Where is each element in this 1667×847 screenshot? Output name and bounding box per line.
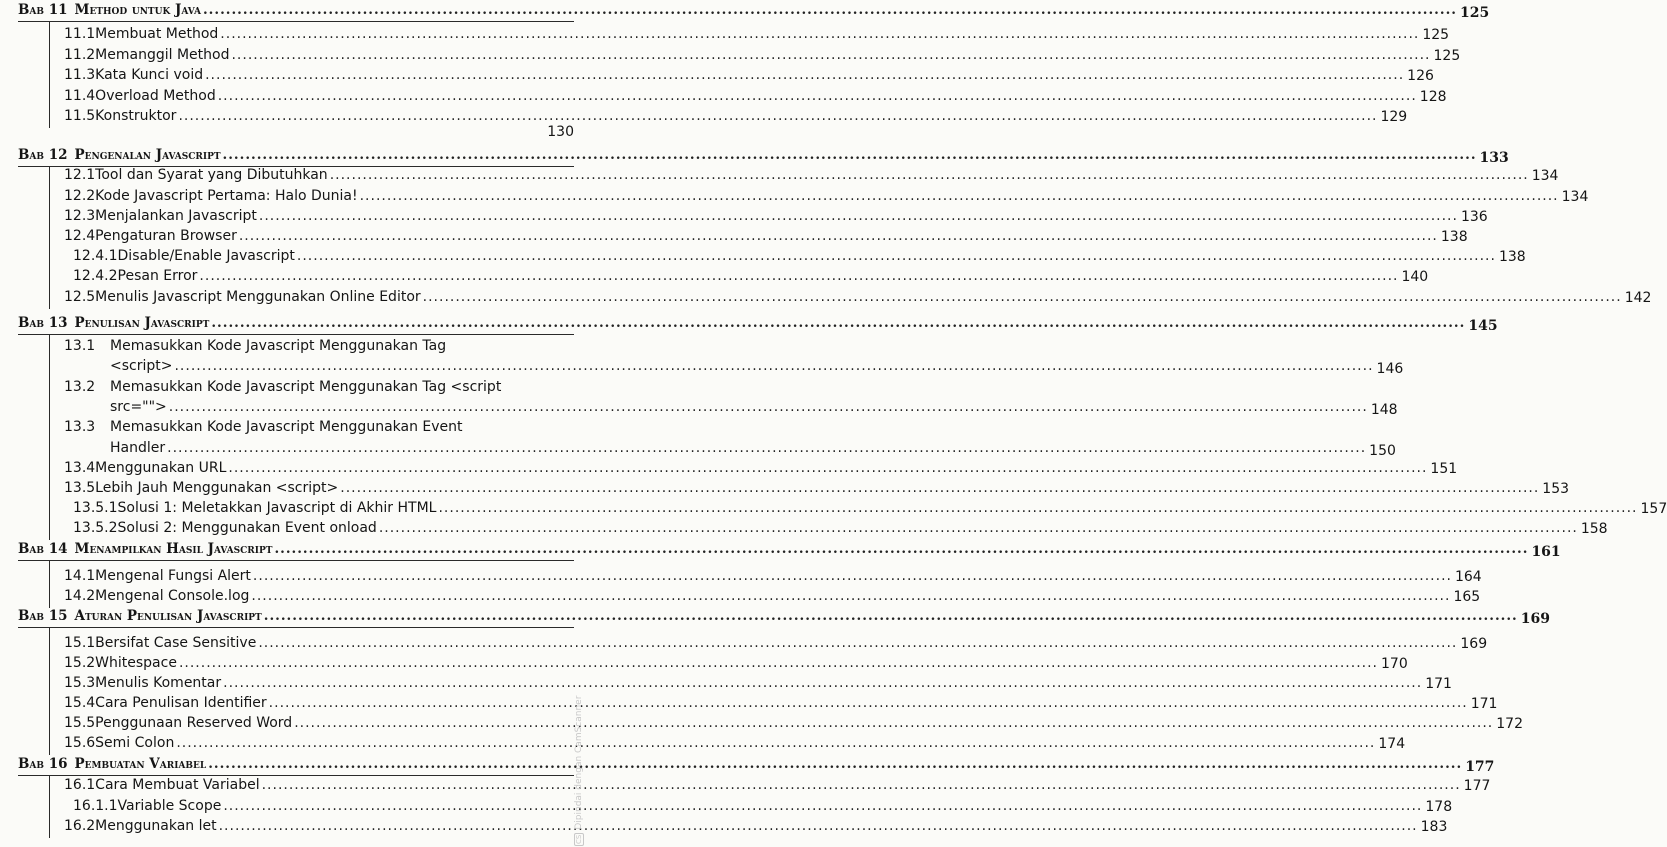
entry-title: Lebih Jauh Menggunakan <script>	[95, 480, 339, 496]
entry-number: 13.5	[64, 480, 96, 496]
dot-leader: ............................................................................................................................................................................................................................	[178, 108, 1378, 124]
chapter-rule	[18, 775, 574, 776]
page-number: 138	[1498, 249, 1526, 265]
page-number: 142	[1624, 290, 1652, 306]
entry-number: 15.5	[64, 715, 96, 731]
chapter-label: Bab 13	[18, 315, 68, 331]
entry-title: Pesan Error	[117, 268, 198, 284]
toc-entry[interactable]	[64, 419, 664, 435]
toc-entry[interactable]	[64, 568, 1482, 585]
entry-title: Memanggil Method	[95, 47, 230, 63]
chapter-title: Menampilkan Hasil Javascript	[74, 541, 273, 557]
camscanner-logo-icon: CS	[575, 834, 583, 844]
chapter-heading[interactable]	[18, 541, 1561, 560]
toc-entry[interactable]	[73, 798, 1453, 815]
entry-title: Memasukkan Kode Javascript Menggunakan Event	[110, 419, 463, 435]
page-number: 169	[1460, 636, 1488, 652]
page-number: 172	[1496, 716, 1523, 732]
dot-leader: ............................................................................................................................................................................................................................	[218, 818, 1418, 834]
entry-title: Menulis Javascript Menggunakan Online Editor	[95, 289, 421, 305]
dot-leader: ............................................................................................................................................................................................................................	[263, 608, 1518, 624]
toc-entry[interactable]	[64, 67, 1434, 84]
toc-entry[interactable]	[64, 777, 1491, 794]
page-number: 133	[1479, 150, 1509, 166]
chapter-rule	[18, 627, 574, 628]
dot-leader: ............................................................................................................................................................................................................................	[329, 167, 1529, 183]
toc-entry[interactable]	[64, 735, 1406, 752]
chapter-title: Aturan Penulisan Javascript	[74, 608, 262, 624]
toc-entry[interactable]	[64, 108, 1408, 125]
dot-leader: ............................................................................................................................................................................................................................	[258, 208, 1458, 224]
chapter-heading[interactable]	[18, 756, 1495, 775]
entry-number: 14.1	[64, 568, 96, 584]
page-number: 148	[1370, 402, 1398, 418]
section-rule	[49, 22, 50, 128]
dot-leader: ............................................................................................................................................................................................................................	[211, 315, 1466, 331]
dot-leader: ............................................................................................................................................................................................................................	[178, 655, 1378, 671]
entry-number: 13.5.2	[73, 520, 118, 536]
section-rule	[49, 561, 50, 608]
toc-entry[interactable]	[64, 635, 1488, 652]
camscanner-watermark	[574, 696, 584, 846]
dot-leader: ............................................................................................................................................................................................................................	[168, 399, 1368, 415]
toc-entry[interactable]	[64, 26, 1450, 43]
entry-title: Overload Method	[95, 88, 216, 104]
chapter-rule	[18, 334, 574, 335]
page-number: 151	[1430, 461, 1458, 477]
entry-number: 12.1	[64, 167, 96, 183]
toc-entry[interactable]	[64, 167, 1559, 184]
page-number: 150	[1369, 443, 1396, 459]
dot-leader: ............................................................................................................................................................................................................................	[252, 568, 1452, 584]
chapter-label: Bab 14	[18, 541, 68, 557]
page-number: 153	[1542, 481, 1570, 497]
toc-entry[interactable]	[64, 228, 1468, 245]
entry-title: Kode Javascript Pertama: Halo Dunia!	[95, 188, 358, 204]
dot-leader: ............................................................................................................................................................................................................................	[294, 715, 1494, 731]
dot-leader: ............................................................................................................................................................................................................................	[167, 440, 1367, 456]
chapter-label: Bab 15	[18, 608, 68, 624]
toc-entry[interactable]	[64, 818, 1448, 835]
toc-entry[interactable]	[64, 588, 1481, 605]
page-number: 145	[1468, 318, 1498, 334]
dot-leader: ............................................................................................................................................................................................................................	[174, 358, 1374, 374]
entry-title: Menulis Komentar	[95, 675, 222, 691]
entry-number: 15.4	[64, 695, 96, 711]
entry-title: Tool dan Syarat yang Dibutuhkan	[95, 167, 328, 183]
entry-number: 16.1.1	[73, 798, 118, 814]
dot-leader: ............................................................................................................................................................................................................................	[220, 26, 1420, 42]
toc-entry[interactable]	[64, 675, 1452, 692]
dot-leader: ............................................................................................................................................................................................................................	[258, 635, 1458, 651]
watermark-text: Dipindai dengan CamScanner	[574, 695, 584, 830]
section-rule	[49, 167, 50, 309]
toc-entry[interactable]	[64, 379, 664, 395]
entry-title: Memasukkan Kode Javascript Menggunakan Tag	[110, 338, 447, 354]
chapter-title: Pengenalan Javascript	[74, 147, 221, 163]
dot-leader: ............................................................................................................................................................................................................................	[238, 228, 1438, 244]
entry-title: Disable/Enable Javascript	[117, 248, 295, 264]
dot-leader: ............................................................................................................................................................................................................................	[231, 47, 1431, 63]
chapter-rule	[18, 21, 574, 22]
dot-leader: ............................................................................................................................................................................................................................	[268, 695, 1468, 711]
page-number: 161	[1531, 544, 1561, 560]
dot-leader: ............................................................................................................................................................................................................................	[359, 188, 1559, 204]
page-number: 128	[1419, 89, 1447, 105]
page-number: 165	[1453, 589, 1481, 605]
entry-title: Semi Colon	[95, 735, 175, 751]
entry-title: Mengenal Console.log	[95, 588, 250, 604]
entry-number: 16.2	[64, 818, 96, 834]
page-number: 183	[1420, 819, 1448, 835]
entry-number: 12.4	[64, 228, 96, 244]
entry-title: Kata Kunci void	[95, 67, 204, 83]
entry-title: Mengenal Fungsi Alert	[95, 568, 251, 584]
chapter-heading[interactable]	[18, 315, 1498, 334]
toc-entry[interactable]	[64, 289, 1652, 306]
page-number: 171	[1425, 676, 1452, 692]
entry-number: 13.2	[64, 379, 96, 395]
dot-leader: ............................................................................................................................................................................................................................	[296, 248, 1496, 264]
chapter-title: Pembuatan Variabel	[74, 756, 207, 772]
entry-title: Memasukkan Kode Javascript Menggunakan Tag <script	[110, 379, 502, 395]
page-number: 171	[1470, 696, 1498, 712]
dot-leader: ............................................................................................................................................................................................................................	[438, 500, 1638, 516]
entry-number: 14.2	[64, 588, 96, 604]
entry-number: 15.3	[64, 675, 96, 691]
dot-leader: ............................................................................................................................................................................................................................	[251, 588, 1451, 604]
entry-number: 13.5.1	[73, 500, 118, 516]
chapter-label: Bab 16	[18, 756, 68, 772]
page-number: 138	[1440, 229, 1468, 245]
dot-leader: ............................................................................................................................................................................................................................	[223, 675, 1423, 691]
entry-title: Cara Penulisan Identifier	[95, 695, 267, 711]
entry-number: 13.3	[64, 419, 96, 435]
entry-title: Solusi 1: Meletakkan Javascript di Akhir HTML	[117, 500, 437, 516]
dot-leader: ............................................................................................................................................................................................................................	[222, 147, 1477, 163]
toc-entry[interactable]	[64, 715, 1523, 732]
toc-entry[interactable]	[73, 500, 1667, 517]
entry-number: 13.1	[64, 338, 96, 354]
page-number: 125	[1459, 5, 1490, 21]
entry-title: Variable Scope	[117, 798, 222, 814]
entry-number: 11.1	[64, 26, 96, 42]
entry-number: 11.4	[64, 88, 96, 104]
page-number: 134	[1531, 168, 1559, 184]
page-number: 136	[1460, 209, 1488, 225]
entry-number: 12.4.1	[73, 248, 118, 264]
chapter-rule	[18, 560, 574, 561]
dot-leader: ............................................................................................................................................................................................................................	[208, 756, 1463, 772]
toc-entry[interactable]	[64, 695, 1498, 712]
entry-title: Solusi 2: Menggunakan Event onload	[117, 520, 377, 536]
entry-title: Menggunakan let	[95, 818, 217, 834]
toc-entry[interactable]	[64, 480, 1570, 497]
dot-leader: ............................................................................................................................................................................................................................	[217, 88, 1417, 104]
toc-entry[interactable]	[64, 47, 1461, 64]
page-number: 146	[1376, 361, 1404, 377]
entry-number: 16.1	[64, 777, 96, 793]
toc-entry[interactable]	[110, 358, 1404, 377]
chapter-heading[interactable]	[18, 608, 1550, 627]
toc-entry[interactable]	[64, 88, 1447, 105]
dot-leader: ............................................................................................................................................................................................................................	[202, 2, 1457, 18]
dot-leader: ............................................................................................................................................................................................................................	[223, 798, 1423, 814]
dot-leader: ............................................................................................................................................................................................................................	[422, 289, 1622, 305]
toc-entry[interactable]	[64, 460, 1458, 477]
entry-number: 15.1	[64, 635, 96, 651]
page-number: 129	[1380, 109, 1408, 125]
entry-number: 12.4.2	[73, 268, 118, 284]
entry-title: Pengaturan Browser	[95, 228, 237, 244]
chapter-heading[interactable]	[18, 147, 1509, 166]
toc-entry[interactable]	[110, 399, 1398, 418]
dot-leader: ............................................................................................................................................................................................................................	[261, 777, 1461, 793]
toc-entry[interactable]	[73, 248, 1526, 265]
page-number: 178	[1425, 799, 1453, 815]
entry-title-continuation: <script>	[110, 358, 173, 374]
page-number: 130	[547, 124, 574, 140]
toc-entry[interactable]	[73, 268, 1429, 285]
dot-leader: ............................................................................................................................................................................................................................	[340, 480, 1540, 496]
page-number: 169	[1520, 611, 1550, 627]
page-number: 134	[1561, 189, 1589, 205]
chapter-label: Bab 11	[18, 2, 68, 18]
entry-title: Cara Membuat Variabel	[95, 777, 260, 793]
entry-title: Membuat Method	[95, 26, 219, 42]
entry-number: 15.6	[64, 735, 96, 751]
section-rule	[49, 628, 50, 755]
chapter-label: Bab 12	[18, 147, 68, 163]
page-number: 126	[1407, 68, 1434, 84]
page-number: 125	[1433, 48, 1461, 64]
toc-entry[interactable]	[73, 520, 1608, 537]
entry-number: 13.4	[64, 460, 96, 476]
entry-number: 11.2	[64, 47, 96, 63]
section-rule	[49, 776, 50, 838]
entry-number: 12.5	[64, 289, 96, 305]
dot-leader: ............................................................................................................................................................................................................................	[274, 541, 1529, 557]
entry-number: 15.2	[64, 655, 96, 671]
page-number: 174	[1378, 736, 1406, 752]
dot-leader: ............................................................................................................................................................................................................................	[176, 735, 1376, 751]
toc-entry[interactable]	[64, 338, 664, 354]
chapter-title: Method untuk Java	[74, 2, 201, 18]
entry-title: Whitespace	[95, 655, 177, 671]
entry-number: 12.3	[64, 208, 96, 224]
chapter-heading[interactable]	[18, 2, 1490, 21]
entry-title: Bersifat Case Sensitive	[95, 635, 257, 651]
entry-number: 11.5	[64, 108, 96, 124]
page-number: 157	[1640, 501, 1667, 517]
dot-leader: ............................................................................................................................................................................................................................	[228, 460, 1428, 476]
page-number: 158	[1580, 521, 1608, 537]
chapter-title: Penulisan Javascript	[74, 315, 210, 331]
entry-title: Menggunakan URL	[95, 460, 227, 476]
entry-number: 11.3	[64, 67, 96, 83]
page-number: 177	[1465, 759, 1495, 775]
page-number: 140	[1401, 269, 1429, 285]
toc-entry[interactable]	[64, 208, 1488, 225]
entry-number: 12.2	[64, 188, 96, 204]
entry-title-continuation: Handler	[110, 440, 166, 456]
toc-entry[interactable]	[64, 655, 1408, 672]
page-number: 125	[1422, 27, 1450, 43]
section-rule	[49, 335, 50, 540]
entry-title: Penggunaan Reserved Word	[95, 715, 293, 731]
entry-title: Menjalankan Javascript	[95, 208, 257, 224]
dot-leader: ............................................................................................................................................................................................................................	[378, 520, 1578, 536]
page-number: 177	[1463, 778, 1491, 794]
page-number: 170	[1381, 656, 1408, 672]
dot-leader: ............................................................................................................................................................................................................................	[205, 67, 1405, 83]
toc-entry[interactable]	[64, 188, 1589, 205]
entry-title-continuation: src="">	[110, 399, 167, 415]
toc-entry[interactable]	[110, 440, 1396, 459]
page-number: 164	[1454, 569, 1482, 585]
dot-leader: ............................................................................................................................................................................................................................	[199, 268, 1399, 284]
entry-title: Konstruktor	[95, 108, 177, 124]
